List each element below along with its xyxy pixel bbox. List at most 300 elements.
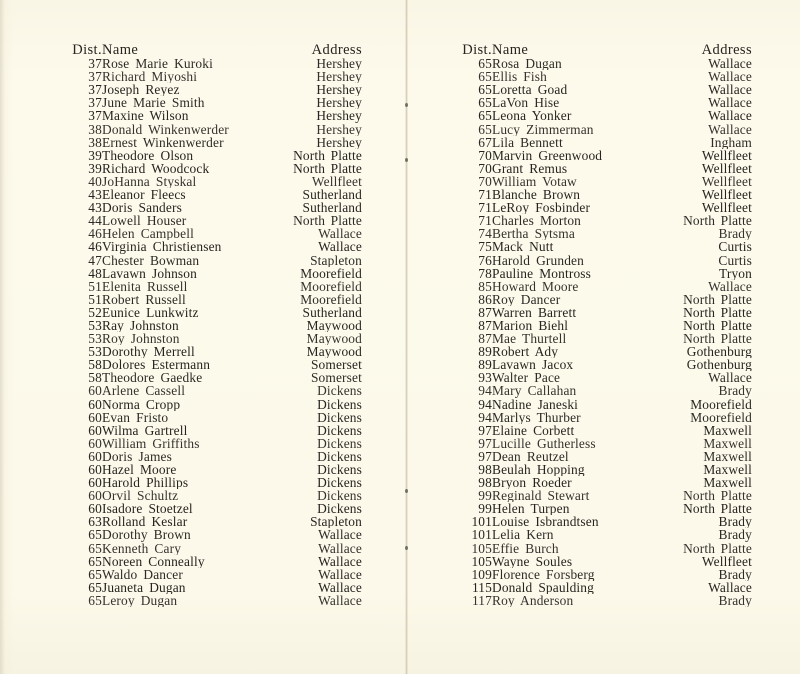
cell-address: Brady [718,567,752,581]
cell-name: Eleanor Fleecs [102,188,186,202]
cell-name: Dean Reutzel [492,449,569,463]
cell-name: William Griffiths [102,436,200,450]
paper-speck [405,158,408,162]
cell-address: Hershey [316,83,362,97]
directory-column-left [62,44,362,607]
table-row [452,398,752,411]
cell-dist: 63 [88,515,102,529]
cell-name: Kenneth Cary [102,541,182,555]
cell-dist: 60 [88,423,102,437]
table-row [452,437,752,450]
cell-address: Sutherland [302,305,362,319]
cell-dist: 44 [88,214,102,228]
table-row [452,306,752,319]
cell-address: Gothenburg [686,358,752,372]
cell-address: Wellfleet [701,174,752,189]
cell-address: North Platte [293,214,362,228]
cell-dist: 39 [88,161,102,175]
cell-name: Theodore Olson [102,148,194,162]
cell-address: North Platte [683,214,752,228]
table-row [452,515,752,528]
table-row [62,162,362,175]
cell-address: Wallace [708,57,752,71]
cell-address: Moorefield [300,266,362,280]
cell-address: Wallace [708,83,752,97]
cell-dist: 71 [478,214,492,228]
table-row [452,162,752,175]
cell-name: JoHanna Styskal [102,174,197,189]
table-row [452,240,752,253]
cell-dist: 65 [88,528,102,542]
table-row [62,345,362,358]
cell-name: LeRoy Fosbinder [492,201,591,215]
cell-dist: 37 [88,57,102,71]
cell-name: Leroy Dugan [102,593,178,608]
table-row [452,149,752,162]
cell-dist: 43 [88,201,102,215]
cell-name: Donald Spaulding [492,580,594,594]
cell-address: Wellfleet [701,161,752,175]
cell-name: Mack Nutt [492,240,554,254]
cell-name: Nadine Janeski [492,397,579,411]
cell-name: Dorothy Brown [102,528,191,542]
cell-name: Lelia Kern [492,528,554,542]
cell-name: Mae Thurtell [492,332,567,346]
table-row [62,398,362,411]
cell-dist: 60 [88,463,102,477]
table-row [452,123,752,136]
table-row [62,384,362,397]
cell-name: Charles Morton [492,214,582,228]
cell-address: Maywood [306,318,362,333]
cell-name: Richard Woodcock [102,161,210,175]
cell-name: Wayne Soules [492,554,573,568]
cell-name: Marlys Thurber [492,410,581,424]
table-row [62,371,362,384]
table-row [452,542,752,555]
table-row [62,280,362,293]
cell-address: Ingham [710,135,752,149]
table-row [62,542,362,555]
cell-address: Hershey [316,57,362,71]
cell-name: Roy Dancer [492,292,561,306]
table-row [62,463,362,476]
table-row [62,123,362,136]
cell-dist: 76 [478,253,492,267]
table-row [452,293,752,306]
cell-address: Sutherland [302,201,362,215]
cell-dist: 37 [88,96,102,110]
cell-dist: 60 [88,397,102,411]
cell-address: Wallace [318,240,362,254]
table-body-right [452,57,752,607]
cell-dist: 60 [88,449,102,463]
cell-address: Moorefield [300,292,362,306]
cell-address: Hershey [316,122,362,136]
cell-address: North Platte [293,148,362,162]
table-row [452,411,752,424]
cell-address: Wallace [708,279,752,293]
cell-dist: 51 [88,292,102,306]
cell-dist: 53 [88,345,102,359]
cell-dist: 65 [88,593,102,608]
cell-address: Somerset [310,371,362,385]
cell-name: Hazel Moore [102,463,177,477]
cell-name: Marvin Greenwood [492,148,603,162]
cell-dist: 58 [88,371,102,385]
cell-name: Leona Yonker [492,109,572,123]
column-header-address: Address [311,44,362,58]
cell-address: Somerset [310,358,362,372]
cell-dist: 60 [88,436,102,450]
directory-table-left [62,44,362,607]
table-row [452,201,752,214]
cell-address: Dickens [317,449,362,463]
table-row [452,254,752,267]
table-row [62,136,362,149]
cell-address: Wellfleet [311,174,362,189]
table-row [62,201,362,214]
cell-name: Lila Bennett [492,135,563,149]
cell-address: Dickens [317,410,362,424]
cell-dist: 53 [88,318,102,333]
table-header-left [62,44,362,57]
cell-address: Maxwell [703,423,752,437]
table-row [62,437,362,450]
paper-speck [405,103,408,107]
table-row [62,502,362,515]
column-header-name: Name [492,44,529,58]
cell-dist: 71 [478,201,492,215]
table-row [452,450,752,463]
cell-name: Harold Grunden [492,253,584,267]
table-header-right [452,44,752,57]
cell-dist: 60 [88,410,102,424]
cell-address: Maxwell [703,463,752,477]
cell-name: Ellis Fish [492,70,547,84]
cell-address: Wallace [708,109,752,123]
cell-name: Bryon Roeder [492,476,572,490]
table-row [452,136,752,149]
cell-address: Tryon [718,266,752,280]
cell-name: Elaine Corbett [492,423,575,437]
cell-dist: 65 [88,580,102,594]
table-row [62,476,362,489]
cell-name: June Marie Smith [102,96,205,110]
cell-name: Rose Marie Kuroki [102,57,213,71]
cell-dist: 37 [88,109,102,123]
cell-name: Chester Bowman [102,253,200,267]
cell-address: Gothenburg [686,345,752,359]
table-row [452,358,752,371]
cell-address: Wellfleet [701,554,752,568]
cell-name: Waldo Dancer [102,567,183,581]
table-row [452,555,752,568]
cell-dist: 93 [478,371,492,385]
cell-address: Dickens [317,476,362,490]
cell-name: LaVon Hise [492,96,560,110]
header-row [62,44,362,57]
cell-address: North Platte [683,318,752,333]
cell-name: Elenita Russell [102,279,188,293]
table-row [62,70,362,83]
cell-name: Louise Isbrandtsen [492,515,599,529]
page-fold-line [405,0,408,674]
cell-dist: 101 [471,528,492,542]
cell-address: Dickens [317,436,362,450]
table-row [62,581,362,594]
cell-dist: 105 [471,554,492,568]
cell-dist: 43 [88,188,102,202]
cell-dist: 89 [478,358,492,372]
cell-name: Juaneta Dugan [102,580,186,594]
cell-address: North Platte [683,292,752,306]
cell-address: Hershey [316,70,362,84]
cell-address: Hershey [316,96,362,110]
cell-address: Maywood [306,332,362,346]
table-row [62,489,362,502]
table-row [452,528,752,541]
cell-name: Norma Cropp [102,397,181,411]
table-row [452,581,752,594]
cell-dist: 78 [478,266,492,280]
cell-dist: 65 [478,83,492,97]
cell-name: Noreen Conneally [102,554,205,568]
table-row [62,293,362,306]
table-row [62,83,362,96]
table-row [62,358,362,371]
table-row [62,568,362,581]
cell-name: Wilma Gartrell [102,423,188,437]
cell-address: Dickens [317,489,362,503]
cell-name: Eunice Lunkwitz [102,305,199,319]
cell-dist: 47 [88,253,102,267]
cell-address: Moorefield [300,279,362,293]
cell-dist: 89 [478,345,492,359]
table-row [62,149,362,162]
cell-dist: 75 [478,240,492,254]
cell-name: Harold Phillips [102,476,189,490]
cell-address: Wallace [318,528,362,542]
table-row [452,319,752,332]
cell-dist: 65 [478,70,492,84]
table-row [452,463,752,476]
table-row [62,594,362,607]
cell-dist: 94 [478,397,492,411]
cell-dist: 86 [478,292,492,306]
cell-dist: 65 [88,567,102,581]
table-row [62,227,362,240]
table-row [452,214,752,227]
cell-name: Doris James [102,449,172,463]
table-body-left [62,57,362,607]
cell-dist: 101 [471,515,492,529]
cell-address: Wallace [318,541,362,555]
table-row [62,528,362,541]
table-row [62,319,362,332]
cell-dist: 117 [471,593,492,608]
cell-dist: 40 [88,174,102,189]
cell-dist: 39 [88,148,102,162]
cell-name: Roy Anderson [492,593,574,608]
cell-name: Joseph Reyez [102,83,180,97]
cell-name: Lavawn Johnson [102,266,197,280]
cell-dist: 105 [471,541,492,555]
table-row [62,267,362,280]
cell-address: North Platte [293,161,362,175]
cell-name: Dolores Estermann [102,358,211,372]
column-header-dist: Dist. [462,44,492,58]
cell-dist: 65 [478,57,492,71]
cell-address: Maxwell [703,476,752,490]
table-row [62,515,362,528]
cell-address: Wallace [318,580,362,594]
cell-address: North Platte [683,305,752,319]
cell-name: Lowell Houser [102,214,187,228]
cell-dist: 94 [478,384,492,398]
cell-address: Brady [718,593,752,608]
cell-address: Maxwell [703,436,752,450]
cell-dist: 97 [478,423,492,437]
cell-name: Isadore Stoetzel [102,502,193,516]
table-row [452,227,752,240]
cell-name: Doris Sanders [102,201,182,215]
cell-name: Lucy Zimmerman [492,122,594,136]
table-row [452,70,752,83]
cell-dist: 65 [478,122,492,136]
cell-address: Maywood [306,345,362,359]
cell-dist: 37 [88,83,102,97]
cell-name: Effie Burch [492,541,559,555]
table-row [452,83,752,96]
cell-address: Maxwell [703,449,752,463]
cell-dist: 58 [88,358,102,372]
cell-dist: 87 [478,305,492,319]
cell-dist: 60 [88,489,102,503]
table-row [452,384,752,397]
cell-name: Marion Biehl [492,318,569,333]
cell-name: William Votaw [492,174,577,189]
cell-address: Wellfleet [701,188,752,202]
cell-dist: 97 [478,449,492,463]
cell-dist: 94 [478,410,492,424]
cell-address: Brady [718,528,752,542]
table-row [62,332,362,345]
cell-dist: 70 [478,174,492,189]
cell-dist: 38 [88,135,102,149]
cell-dist: 74 [478,227,492,241]
table-row [62,109,362,122]
table-row [62,254,362,267]
cell-dist: 85 [478,279,492,293]
cell-name: Reginald Stewart [492,489,590,503]
table-row [452,280,752,293]
cell-name: Dorothy Merrell [102,345,195,359]
table-row [452,489,752,502]
table-row [452,267,752,280]
cell-name: Rolland Keslar [102,515,188,529]
column-header-name: Name [102,44,139,58]
cell-address: Wallace [708,96,752,110]
cell-address: Wellfleet [701,201,752,215]
cell-dist: 98 [478,476,492,490]
cell-name: Arlene Cassell [102,384,186,398]
cell-name: Blanche Brown [492,188,581,202]
cell-dist: 37 [88,70,102,84]
cell-address: Brady [718,384,752,398]
cell-dist: 70 [478,148,492,162]
table-row [452,57,752,70]
cell-name: Evan Fristo [102,410,169,424]
cell-address: Stapleton [310,515,362,529]
cell-address: Moorefield [690,410,752,424]
cell-dist: 65 [478,109,492,123]
cell-address: Brady [718,515,752,529]
cell-name: Grant Remus [492,161,568,175]
cell-dist: 60 [88,476,102,490]
table-row [452,109,752,122]
cell-dist: 67 [478,135,492,149]
cell-address: Dickens [317,384,362,398]
cell-name: Theodore Gaedke [102,371,203,385]
cell-name: Ray Johnston [102,318,179,333]
cell-dist: 70 [478,161,492,175]
cell-address: Sutherland [302,188,362,202]
table-row [62,555,362,568]
cell-name: Roy Johnston [102,332,180,346]
cell-address: Stapleton [310,253,362,267]
cell-dist: 109 [471,567,492,581]
cell-dist: 53 [88,332,102,346]
cell-dist: 99 [478,502,492,516]
cell-name: Rosa Dugan [492,57,562,71]
cell-dist: 38 [88,122,102,136]
cell-dist: 97 [478,436,492,450]
cell-address: Dickens [317,397,362,411]
cell-address: North Platte [683,502,752,516]
cell-name: Walter Pace [492,371,561,385]
cell-address: North Platte [683,541,752,555]
cell-name: Helen Turpen [492,502,570,516]
cell-name: Loretta Goad [492,83,568,97]
cell-address: Dickens [317,463,362,477]
cell-name: Lavawn Jacox [492,358,574,372]
column-header-dist: Dist. [72,44,102,58]
cell-address: Wallace [708,122,752,136]
table-row [452,594,752,607]
cell-dist: 71 [478,188,492,202]
cell-address: Curtis [718,240,752,254]
cell-name: Robert Russell [102,292,186,306]
cell-dist: 60 [88,384,102,398]
cell-dist: 87 [478,318,492,333]
cell-dist: 87 [478,332,492,346]
cell-name: Helen Campbell [102,227,194,241]
cell-name: Florence Forsberg [492,567,595,581]
cell-name: Beulah Hopping [492,463,585,477]
cell-dist: 48 [88,266,102,280]
cell-name: Mary Callahan [492,384,577,398]
cell-address: Brady [718,227,752,241]
cell-address: Wallace [708,371,752,385]
cell-name: Howard Moore [492,279,579,293]
cell-address: Hershey [316,109,362,123]
table-row [452,371,752,384]
cell-name: Donald Winkenwerder [102,122,229,136]
cell-address: North Platte [683,489,752,503]
cell-dist: 51 [88,279,102,293]
header-row [452,44,752,57]
